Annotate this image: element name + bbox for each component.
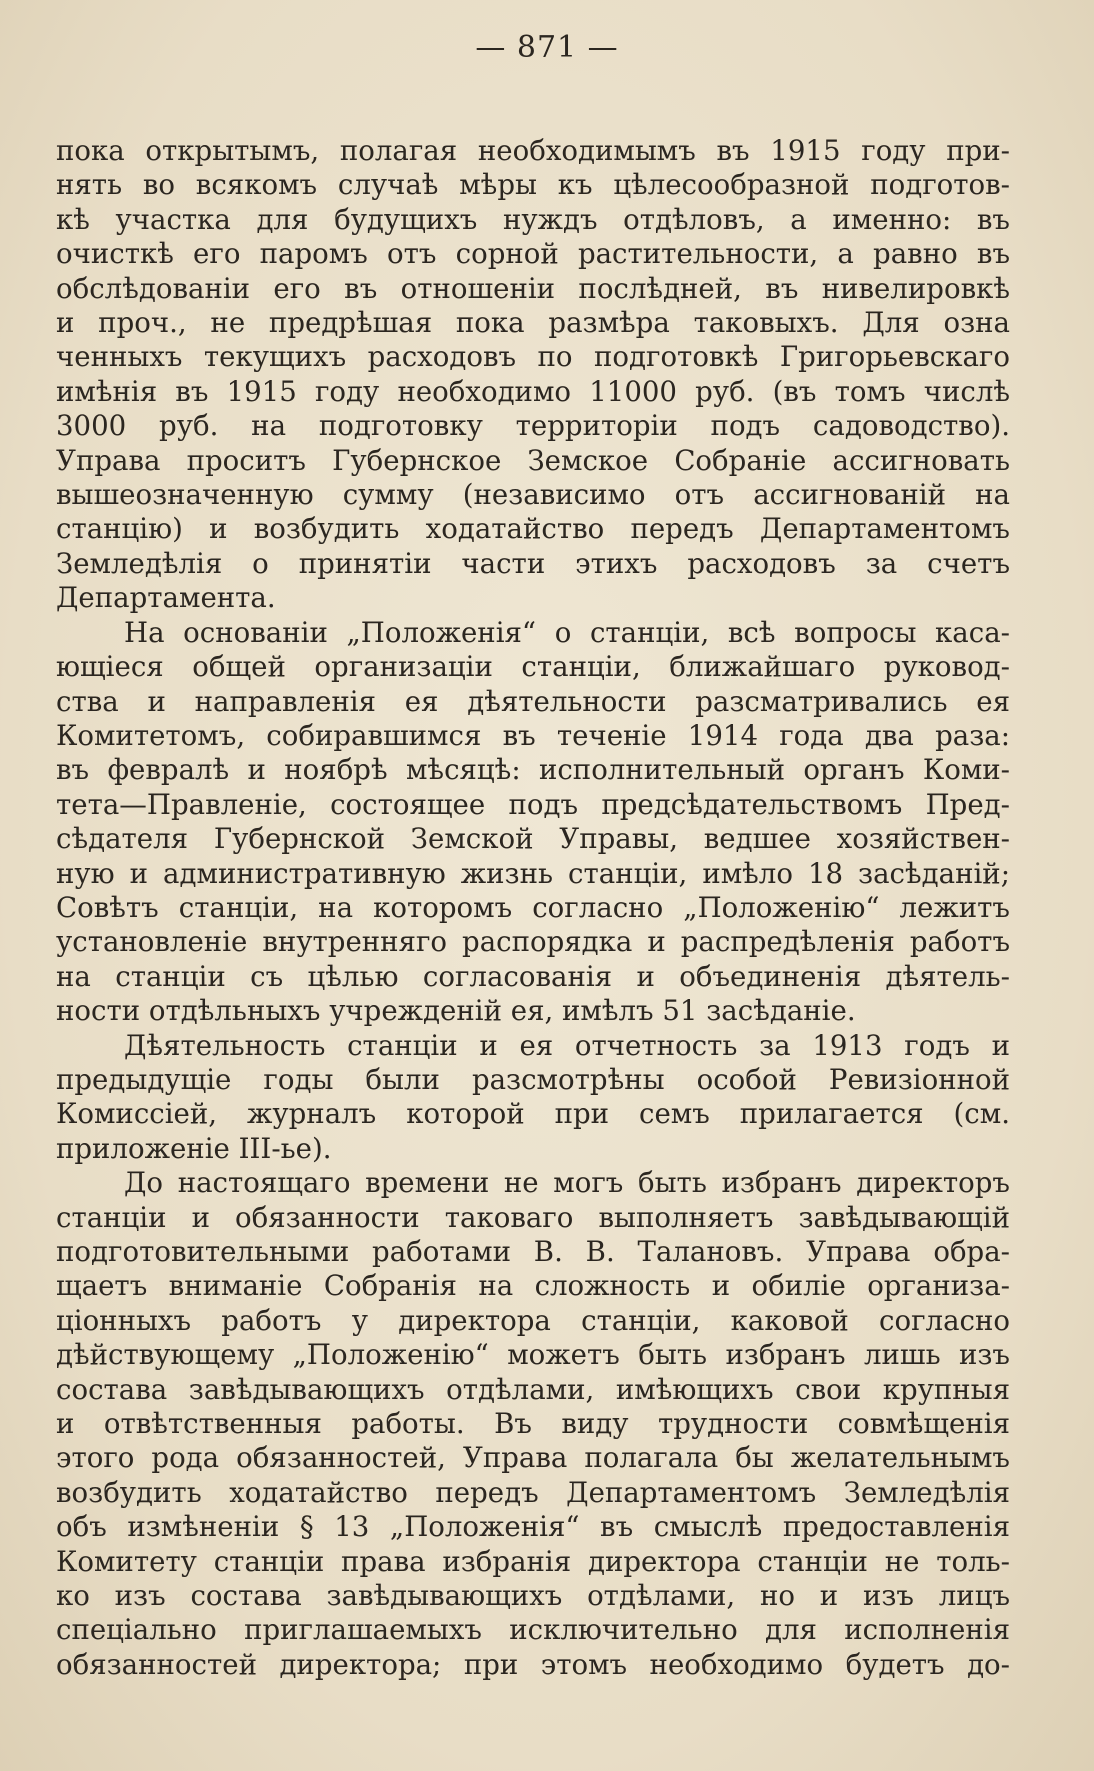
paragraph-4 <box>56 1166 1010 1682</box>
paragraph-2 <box>56 616 1010 1029</box>
text-line: подготовительными работами В. В. Талановъ. Управа обра- <box>56 1235 1010 1268</box>
text-line: сѣдателя Губернской Земской Управы, ведшее хозяйствен- <box>56 822 1010 856</box>
text-line: До настоящаго времени не могъ быть избранъ директоръ <box>124 1166 1010 1200</box>
text-line: состава завѣдывающихъ отдѣлами, имѣющихъ свои крупныя <box>56 1372 1010 1406</box>
body-text <box>56 134 1010 1682</box>
text-line: пока открытымъ, полагая необходимымъ въ 1915 году при- <box>56 134 1010 167</box>
text-line: Комитету станціи права избранія директора станціи не толь- <box>56 1544 1010 1578</box>
text-line: Земледѣлія о принятіи части этихъ расходовъ за счетъ <box>56 546 1010 580</box>
text-line: ко изъ состава завѣдывающихъ отдѣлами, но и изъ лицъ <box>56 1579 1010 1613</box>
text-line: 3000 руб. на подготовку территоріи подъ садоводство). <box>56 409 1010 443</box>
text-line: предыдущіе годы были разсмотрѣны особой Ревизіонной <box>56 1062 1010 1096</box>
text-line: Управа проситъ Губернское Земское Собраніе ассигновать <box>56 443 1010 477</box>
text-line: нять во всякомъ случаѣ мѣры къ цѣлесообразной подготов- <box>56 168 1010 202</box>
text-line: имѣнія въ 1915 году необходимо 11000 руб. (въ томъ числѣ <box>56 374 1010 408</box>
text-line: и отвѣтственныя работы. Въ виду трудности совмѣщенія <box>56 1407 1010 1441</box>
text-line: ности отдѣльныхъ учрежденій ея, имѣлъ 51 засѣданіе. <box>56 994 856 1028</box>
text-line: ства и направленія ея дѣятельности разсматривались ея <box>56 684 1010 718</box>
text-line: На основаніи „Положенія“ о станціи, всѣ вопросы каса- <box>124 615 1010 649</box>
text-line: ціонныхъ работъ у директора станціи, каковой согласно <box>56 1303 1010 1337</box>
text-line: въ февралѣ и ноябрѣ мѣсяцѣ: исполнительный органъ Коми- <box>56 753 1010 787</box>
text-line: обязанностей директора; при этомъ необходимо будетъ до- <box>56 1647 1010 1681</box>
paragraph-3 <box>56 1029 1010 1167</box>
text-line: очисткѣ его паромъ отъ сорной растительности, а равно въ <box>56 237 1010 271</box>
text-line: этого рода обязанностей, Управа полагала бы желательнымъ <box>56 1441 1010 1475</box>
page-number: — 871 — <box>475 30 619 65</box>
text-line: щаетъ вниманіе Собранія на сложность и обиліе организа- <box>56 1269 1010 1303</box>
text-line: вышеозначенную сумму (независимо отъ ассигнованій на <box>56 478 1010 512</box>
paragraph-1 <box>56 134 1010 616</box>
text-line: Комитетомъ, собиравшимся въ теченіе 1914 года два раза: <box>56 718 1010 752</box>
text-line: на станціи съ цѣлью согласованія и объединенія дѣятель- <box>56 959 1010 993</box>
text-line: кѣ участка для будущихъ нуждъ отдѣловъ, а именно: въ <box>56 202 1010 236</box>
text-line: ченныхъ текущихъ расходовъ по подготовкѣ Григорьевскаго <box>56 340 1010 374</box>
text-line: Департамента. <box>56 581 276 615</box>
text-line: приложеніе III-ье). <box>56 1131 332 1165</box>
text-line: обслѣдованіи его въ отношеніи послѣдней, въ нивелировкѣ <box>56 271 1010 305</box>
text-line: возбудить ходатайство передъ Департаментомъ Земледѣлія <box>56 1475 1010 1509</box>
text-line: станціи и обязанности таковаго выполняетъ завѣдывающій <box>56 1200 1010 1234</box>
text-line: объ измѣненіи § 13 „Положенія“ въ смыслѣ предоставленія <box>56 1510 1010 1544</box>
text-line: тета—Правленіе, состоящее подъ предсѣдательствомъ Пред- <box>56 787 1010 821</box>
text-line: спеціально приглашаемыхъ исключительно для исполненія <box>56 1613 1010 1647</box>
text-line: ющіеся общей организаціи станціи, ближайшаго руковод- <box>56 650 1010 684</box>
text-line: Комиссіей, журналъ которой при семъ прилагается (см. <box>56 1097 1010 1131</box>
text-line: установленіе внутренняго распорядка и распредѣленія работъ <box>56 925 1010 959</box>
text-line: и проч., не предрѣшая пока размѣра таковыхъ. Для озна <box>56 306 1010 340</box>
text-line: дѣйствующему „Положенію“ можетъ быть избранъ лишь изъ <box>56 1338 1010 1372</box>
text-line: станцію) и возбудить ходатайство передъ Департаментомъ <box>56 512 1010 546</box>
text-line: Совѣтъ станціи, на которомъ согласно „Положенію“ лежитъ <box>56 890 1010 924</box>
text-line: ную и административную жизнь станціи, имѣло 18 засѣданій; <box>56 856 1010 890</box>
text-line: Дѣятельность станціи и ея отчетность за 1913 годъ и <box>124 1028 1010 1062</box>
